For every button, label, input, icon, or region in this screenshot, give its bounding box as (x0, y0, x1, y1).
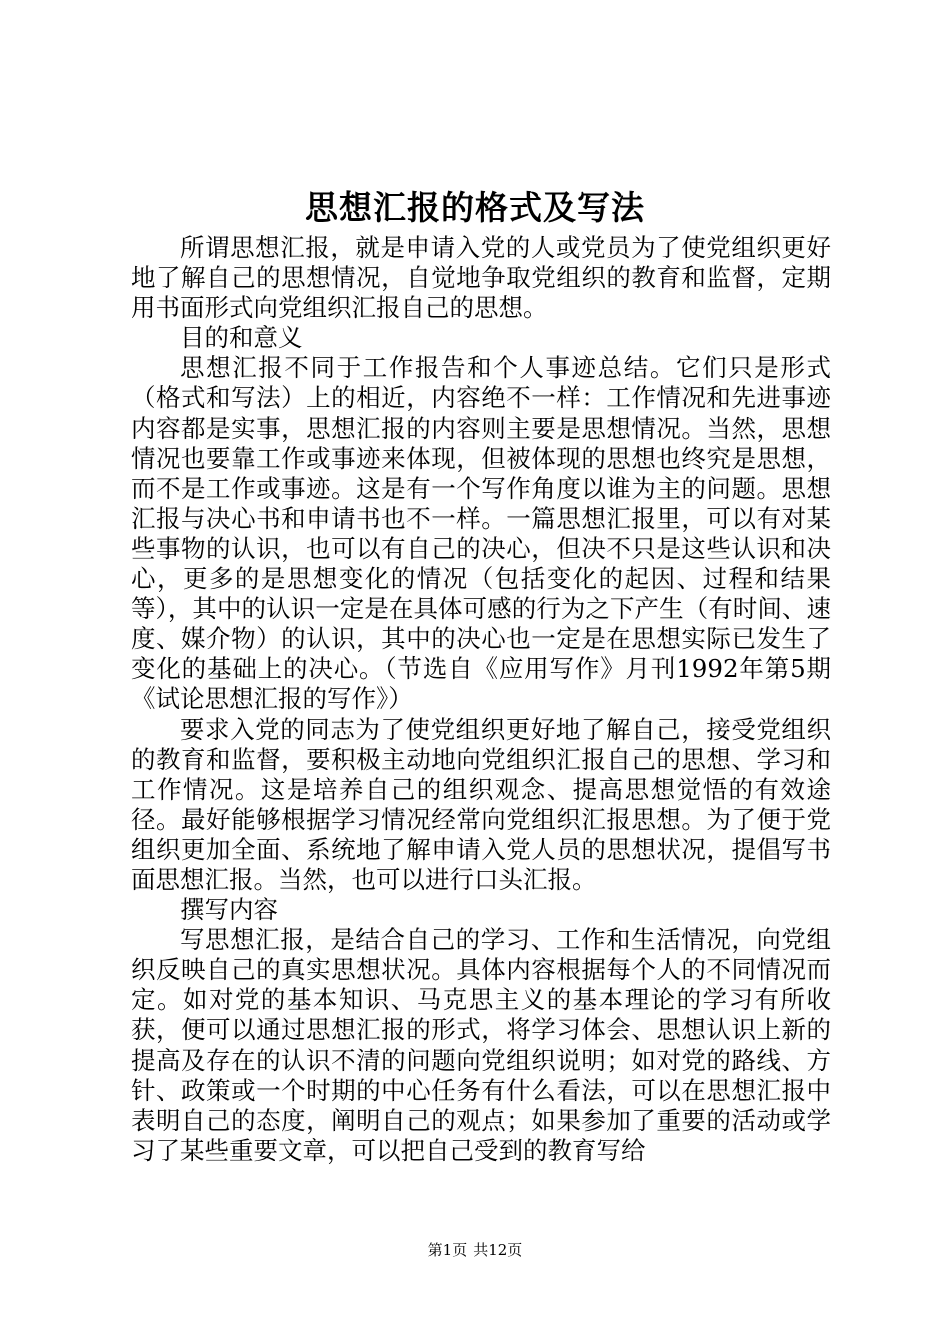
page-footer (0, 1238, 950, 1262)
page-number: 第1页 (427, 1241, 468, 1259)
section-heading-purpose: 目的和意义 (180, 323, 303, 353)
requirement-paragraph: 要求入党的同志为了使党组织更好地了解自己，接受党组织的教育和监督，要积极主动地向党组织汇报自己的思想、学习和工作情况。这是培养自己的组织观念、提高思想觉悟的有效途径。最好能够根据学习情况经常向党组织汇报思想。为了便于党组织更加全面、系统地了解申请入党人员的思想状况，提倡写书面思想汇报。当然，也可以进行口头汇报。 (131, 714, 831, 894)
document-title: 思想汇报的格式及写法 (305, 188, 645, 227)
section-heading-content: 撰写内容 (180, 895, 278, 925)
intro-paragraph: 所谓思想汇报，就是申请入党的人或党员为了使党组织更好地了解自己的思想情况，自觉地争取党组织的教育和监督，定期用书面形式向党组织汇报自己的思想。 (131, 233, 831, 323)
document-body (131, 233, 831, 1166)
purpose-paragraph: 思想汇报不同于工作报告和个人事迹总结。它们只是形式（格式和写法）上的相近，内容绝不一样：工作情况和先进事迹内容都是实事，思想汇报的内容则主要是思想情况。当然，思想情况也要靠工作或事迹来体现，但被体现的思想也终究是思想，而不是工作或事迹。这是有一个写作角度以谁为主的问题。思想汇报与决心书和申请书也不一样。一篇思想汇报里，可以有对某些事物的认识，也可以有自己的决心，但决不只是这些认识和决心，更多的是思想变化的情况（包括变化的起因、过程和结果等），其中的认识一定是在具体可感的行为之下产生（有时间、速度、媒介物）的认识，其中的决心也一定是在思想实际已发生了变化的基础上的决心。（节选自《应用写作》月刊1992年第5期《试论思想汇报的写作》） (131, 353, 831, 714)
page-total: 共12页 (473, 1241, 523, 1259)
content-paragraph: 写思想汇报，是结合自己的学习、工作和生活情况，向党组织反映自己的真实思想状况。具体内容根据每个人的不同情况而定。如对党的基本知识、马克思主义的基本理论的学习有所收获，便可以通过思想汇报的形式，将学习体会、思想认识上新的提高及存在的认识不清的问题向党组织说明；如对党的路线、方针、政策或一个时期的中心任务有什么看法，可以在思想汇报中表明自己的态度，阐明自己的观点；如果参加了重要的活动或学习了某些重要文章，可以把自己受到的教育写给 (131, 925, 831, 1165)
